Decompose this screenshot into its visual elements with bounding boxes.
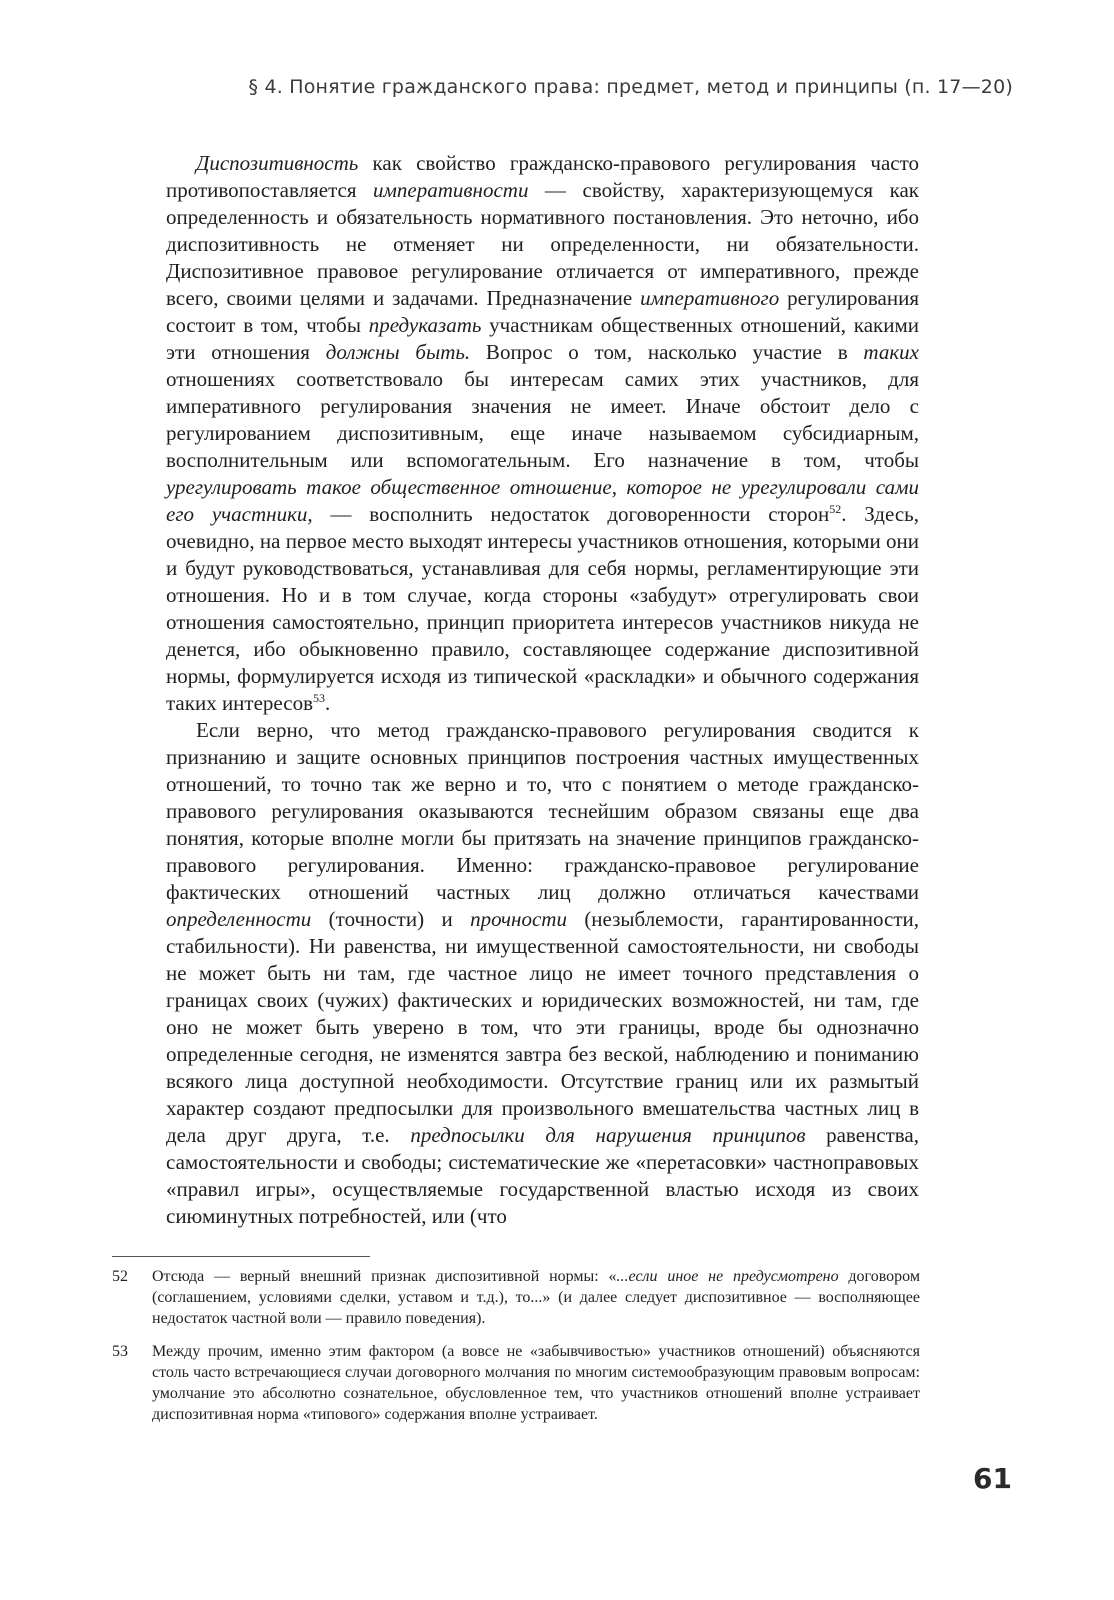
text-run: договором (соглашением, условиями сделки, уставом и т.д.), то...» (и далее следует диспозитивное — восполняющее недостаток частной воли — правило поведения).	[152, 1268, 920, 1327]
text-run: отношениях соответствовало бы интересам самих этих участников, для императивного регулирования значения не имеет. Иначе обстоит дело с регулированием диспозитивным, еще иначе называемом субсидиарным, восполнительным или вспомогательным. Его назначение в том, чтобы	[166, 367, 919, 472]
text-run: регулирования состоит в том, чтобы	[166, 286, 919, 337]
text-run: . Здесь, очевидно, на первое место выходят интересы участников отношения, которыми они и будут руководствоваться, устанавливая для себя нормы, регламентирующие эти отношения. Но и в том случае, когда стороны «забудут» отрегулировать свои отношения самостоятельно, принцип приоритета интересов участников никуда не денется, ибо обыкновенно правило, составляющее содержание диспозитивной нормы, формулируется исходя из типической «раскладки» и обычного содержания таких интересов	[166, 502, 919, 715]
italic-term: предпосылки для нарушения принципов	[410, 1123, 806, 1147]
footnote-ref-52[interactable]: 52	[829, 502, 842, 516]
paragraph-1	[166, 150, 919, 717]
page-number: 61	[973, 1462, 1012, 1495]
text-run: — восполнить недостаток договоренности сторон	[312, 502, 830, 526]
text-run: Если верно, что метод гражданско-правового регулирования сводится к признанию и защите основных принципов построения частных имущественных отношений, то точно так же верно и то, что с понятием о методе гражданско-правового регулирования оказываются теснейшим образом связаны еще два понятия, которые вполне могли бы притязать на значение принципов гражданско-правового регулирования. Именно: гражданско-правовое регулирование фактических отношений частных лиц должно отличаться качествами	[166, 718, 919, 904]
italic-term: императивного	[640, 286, 780, 310]
footnote-divider	[112, 1256, 370, 1257]
italic-term: прочности	[470, 907, 567, 931]
italic-term: императивности	[373, 178, 529, 202]
italic-term: должны быть.	[325, 340, 471, 364]
text-run: участникам общественных отношений, какими эти отношения	[166, 313, 919, 364]
italic-term: урегулировать такое общественное отношение, которое не урегулировали сами его участники,	[166, 475, 919, 526]
main-text	[166, 150, 919, 1230]
italic-term: таких	[863, 340, 919, 364]
text-run: равенства, самостоятельности и свободы; систематические же «перетасовки» частноправовых «правил игры», осуществляемые государственной властью исходя из своих сиюминутных потребностей, или (что	[166, 1123, 919, 1228]
footnote-ref-53[interactable]: 53	[313, 691, 325, 705]
footnote-number: 52	[112, 1268, 128, 1285]
footnote-text	[152, 1266, 920, 1329]
italic-term: Диспозитивность	[196, 151, 359, 175]
text-run: Отсюда — верный внешний признак диспозитивной нормы: «	[152, 1268, 617, 1285]
running-head: § 4. Понятие гражданского права: предмет, метод и принципы (п. 17—20)	[248, 76, 1013, 98]
footnote-text: Между прочим, именно этим фактором (а вовсе не «забывчивостью» участников отношений) объясняются столь часто встречающиеся случаи договорного молчания по многим системообразующим правовым вопросам: умолчание это абсолютно сознательное, обусловленное тем, что участников отношений вполне устраивает диспозитивная норма «типового» содержания вполне устраивает.	[152, 1343, 920, 1423]
text-run: .	[325, 691, 331, 715]
text-run: Вопрос о том, насколько участие в	[470, 340, 864, 364]
italic-term: ...если иное не предусмотрено	[616, 1268, 839, 1285]
paragraph-2	[166, 717, 919, 1230]
footnote-number: 53	[112, 1343, 128, 1360]
footnote-53	[112, 1341, 920, 1425]
text-run: (точности) и	[311, 907, 471, 931]
footnotes	[112, 1266, 920, 1437]
italic-term: определенности	[166, 907, 312, 931]
text-run: как свойство гражданско-правового регулирования часто противопоставляется	[166, 151, 919, 202]
text-run: — свойству, характеризующемуся как определенность и обязательность нормативного постановления. Это неточно, ибо диспозитивность не отменяет ни определенности, ни обязательности. Диспозитивное правовое регулирование отличается от императивного, прежде всего, своими целями и задачами. Предназначение	[166, 178, 919, 310]
text-run: (незыблемости, гарантированности, стабильности). Ни равенства, ни имущественной самостоятельности, ни свободы не может быть ни там, где частное лицо не имеет точного представления о границах своих (чужих) фактических и юридических возможностей, ни там, где оно не может быть уверено в том, что эти границы, вроде бы однозначно определенные сегодня, не изменятся завтра без веской, наблюдению и пониманию всякого лица доступной необходимости. Отсутствие границ или их размытый характер создают предпосылки для произвольного вмешательства частных лиц в дела друг друга, т.е.	[166, 907, 920, 1147]
footnote-52	[112, 1266, 920, 1329]
italic-term: предуказать	[368, 313, 482, 337]
